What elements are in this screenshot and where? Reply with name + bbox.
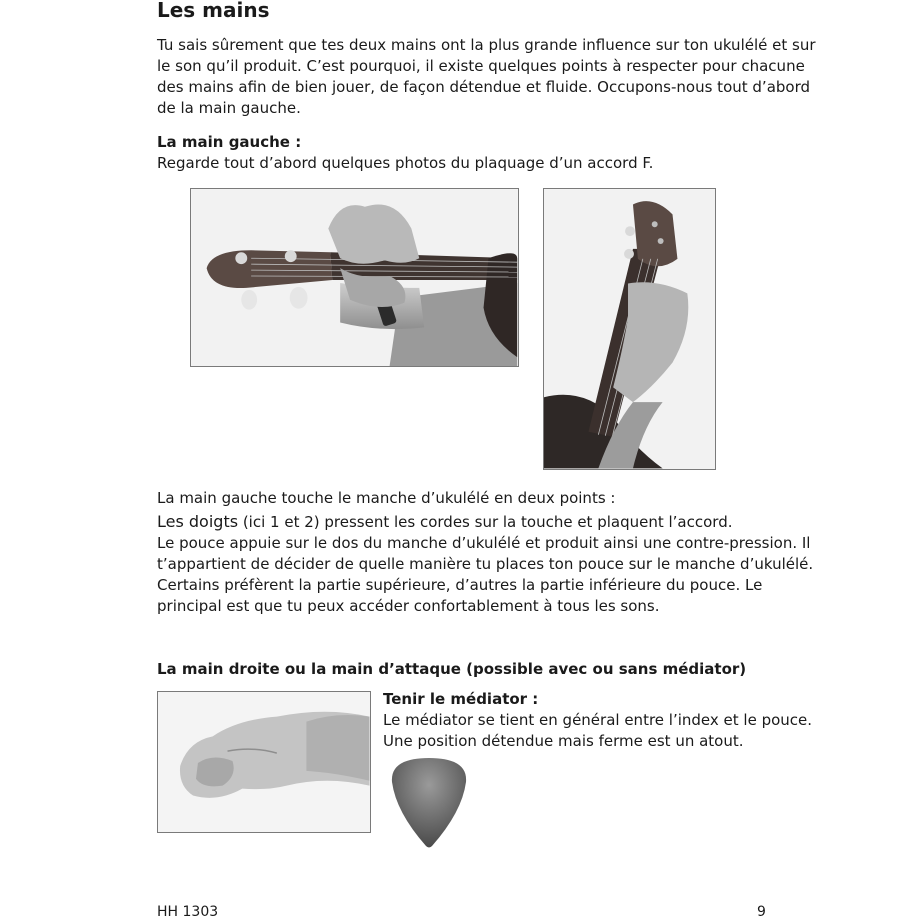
pick-line: Une position détendue mais ferme est un atout. — [383, 732, 744, 750]
fingers-and-thumb-paragraph — [157, 511, 814, 617]
fingers-label: Les doigts — [157, 512, 239, 531]
fingers-line — [157, 511, 777, 533]
ukulele-hand-photo-1 — [191, 189, 518, 366]
page-title: Les mains — [157, 0, 270, 22]
photo-f-chord-front — [543, 188, 716, 470]
points-intro-text: La main gauche touche le manche d’ukulélé en deux points : — [157, 489, 616, 507]
intro-line: le son qu’il produit. C’est pourquoi, il existe quelques points à respecter pour chacune — [157, 57, 805, 75]
intro-line: Tu sais sûrement que tes deux mains ont la plus grande influence sur ton ukulélé et sur — [157, 36, 816, 54]
intro-line: des mains afin de bien jouer, de façon détendue et fluide. Occupons-nous tout d’abord — [157, 78, 811, 96]
right-hand-title: La main droite ou la main d’attaque (possible avec ou sans médiator) — [157, 660, 747, 678]
pick-paragraph — [383, 710, 813, 752]
page-number: 9 — [757, 904, 766, 920]
left-hand-intro-text: Regarde tout d’abord quelques photos du plaquage d’un accord F. — [157, 154, 654, 172]
left-hand-title: La main gauche : — [157, 133, 302, 151]
left-hand-intro — [157, 153, 777, 174]
thumb-line: t’appartient de décider de quelle manière tu places ton pouce sur le manche d’ukulélé. — [157, 555, 814, 573]
thumb-line: Certains préfèrent la partie supérieure, d’autres la partie inférieure du pouce. Le — [157, 576, 763, 594]
thumb-line: Le pouce appuie sur le dos du manche d’ukulélé et produit ainsi une contre-pression. Il — [157, 534, 811, 552]
pick-title: Tenir le médiator : — [383, 690, 539, 708]
ukulele-hand-photo-2 — [544, 189, 715, 469]
thumb-line: principal est que tu peux accéder confortablement à tous les sons. — [157, 597, 660, 615]
photo-right-hand — [157, 691, 371, 833]
intro-line: de la main gauche. — [157, 99, 301, 117]
pick-icon — [388, 754, 470, 850]
fingers-text: (ici 1 et 2) pressent les cordes sur la touche et plaquent l’accord. — [238, 513, 733, 531]
hand-holding-pick-photo — [158, 692, 370, 832]
intro-paragraph — [157, 35, 816, 119]
points-intro — [157, 488, 777, 509]
pick-line: Le médiator se tient en général entre l’index et le pouce. — [383, 711, 813, 729]
photo-f-chord-side — [190, 188, 519, 367]
footer-code: HH 1303 — [157, 904, 219, 920]
